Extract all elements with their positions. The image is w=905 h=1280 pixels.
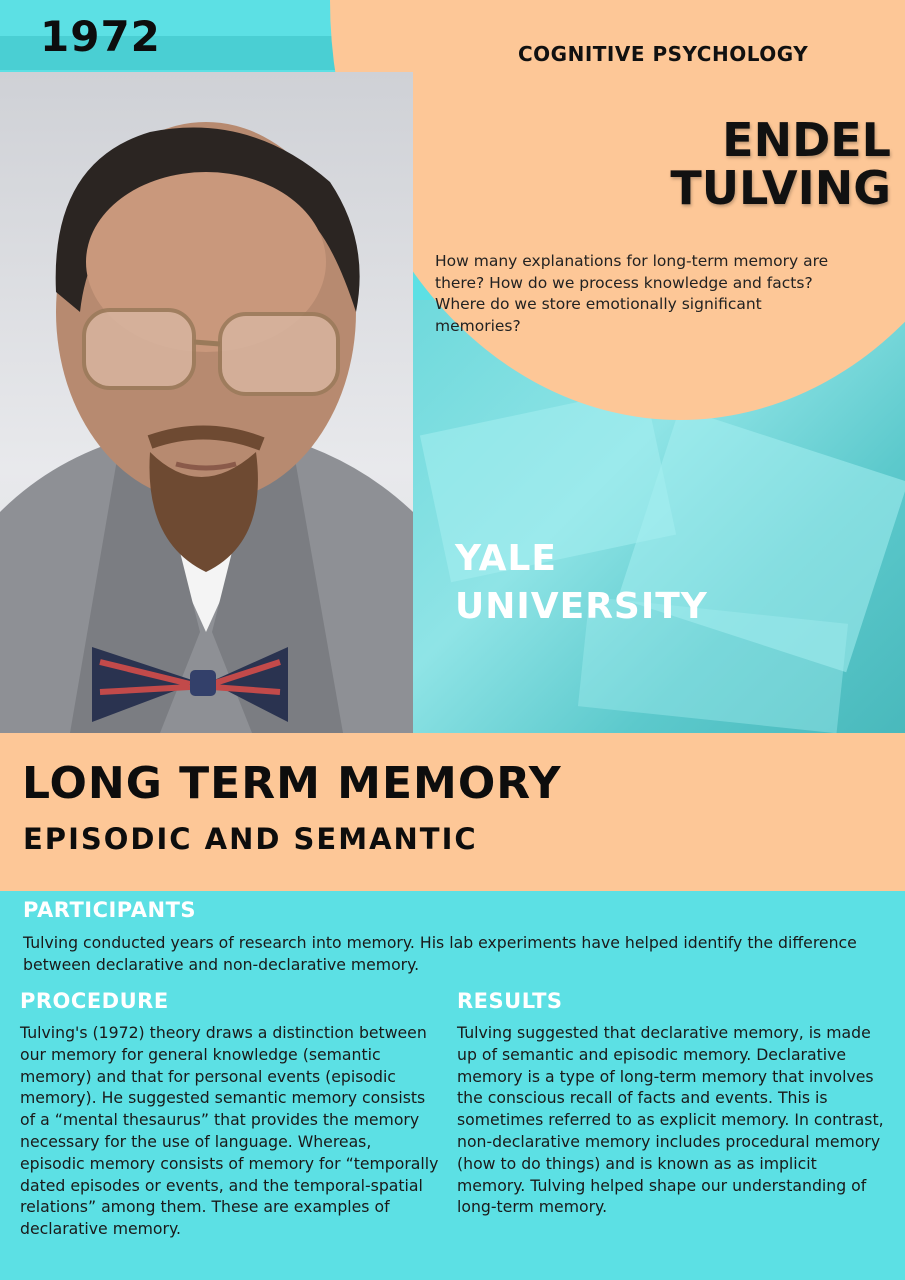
procedure-heading: PROCEDURE	[20, 989, 169, 1013]
participants-text: Tulving conducted years of research into memory. His lab experiments have helped identify the difference between declarative and non-declarative memory.	[23, 933, 857, 974]
procedure-text: Tulving's (1972) theory draws a distinction between our memory for general knowledge (semantic memory) and that for personal events (episodic memory). He suggested semantic memory consists of a “mental thesaurus” that provides the memory necessary for the use of language. Whereas, episodic memory consists of memory for “temporally dated episodes or events, and the temporal-spatial relations” among them. These are examples of declarative memory.	[20, 1023, 439, 1239]
year: 1972	[40, 12, 161, 61]
category-label: COGNITIVE PSYCHOLOGY	[518, 42, 809, 66]
portrait-illustration	[0, 72, 413, 733]
results-heading: RESULTS	[457, 989, 563, 1013]
portrait-photo	[0, 72, 413, 733]
name-last: TULVING	[670, 161, 891, 215]
topic-title: LONG TERM MEMORY	[22, 758, 562, 809]
name-first: ENDEL	[722, 113, 891, 167]
topic-subtitle: EPISODIC AND SEMANTIC	[23, 822, 478, 856]
university-line1: YALE	[455, 538, 558, 579]
person-name	[670, 113, 891, 215]
university	[455, 535, 708, 631]
university-line2: UNIVERSITY	[455, 586, 708, 627]
intro-text: How many explanations for long-term memory are there? How do we process knowledge and facts? Where do we store emotionally significant memories?	[435, 252, 829, 335]
topic-banner	[0, 733, 905, 891]
results-text: Tulving suggested that declarative memory, is made up of semantic and episodic memory. Declarative memory is a type of long-term memory that involves the conscious recall of facts and events. This is sometimes referred to as explicit memory. In contrast, non-declarative memory includes procedural memory (how to do things) and is known as as implicit memory. Tulving helped shape our understanding of long-term memory.	[457, 1023, 884, 1217]
participants-heading: PARTICIPANTS	[23, 898, 197, 922]
